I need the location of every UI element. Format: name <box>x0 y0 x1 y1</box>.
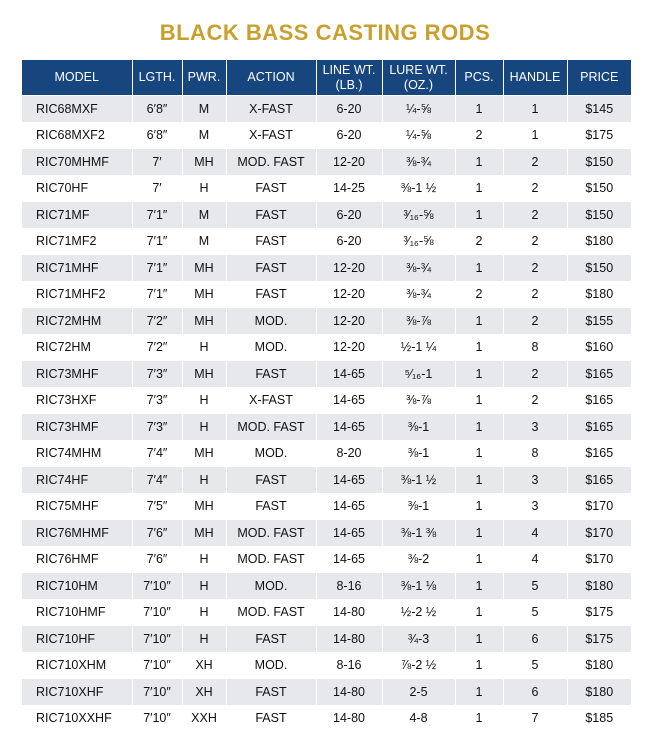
lure-weight-cell: ¾-3 <box>382 626 455 653</box>
model-cell: RIC68MXF <box>22 96 132 123</box>
handle-cell: 3 <box>503 467 567 494</box>
line-weight-cell: 14-65 <box>316 493 382 520</box>
length-cell: 7′3″ <box>132 387 182 414</box>
table-row <box>22 334 631 361</box>
lure-weight-cell: ⅜-1 ½ <box>382 175 455 202</box>
pieces-cell: 1 <box>455 361 503 388</box>
line-weight-cell: 14-65 <box>316 414 382 441</box>
power-cell: H <box>182 626 226 653</box>
line-weight-cell: 6-20 <box>316 96 382 123</box>
handle-cell: 1 <box>503 122 567 149</box>
pieces-cell: 1 <box>455 626 503 653</box>
line-weight-cell: 14-80 <box>316 679 382 706</box>
lure-weight-cell: ¼-⅝ <box>382 122 455 149</box>
price-cell: $150 <box>567 149 631 176</box>
model-cell: RIC74HF <box>22 467 132 494</box>
pieces-cell: 1 <box>455 599 503 626</box>
pieces-cell: 2 <box>455 228 503 255</box>
handle-cell: 6 <box>503 626 567 653</box>
handle-cell: 4 <box>503 520 567 547</box>
table-row <box>22 626 631 653</box>
table-body <box>22 96 631 732</box>
pieces-cell: 1 <box>455 546 503 573</box>
model-cell: RIC71MHF <box>22 255 132 282</box>
model-cell: RIC76MHMF <box>22 520 132 547</box>
action-cell: MOD. FAST <box>226 149 316 176</box>
action-cell: X-FAST <box>226 122 316 149</box>
model-cell: RIC76HMF <box>22 546 132 573</box>
model-cell: RIC71MF <box>22 202 132 229</box>
handle-cell: 7 <box>503 705 567 731</box>
lure-weight-cell: ½-2 ½ <box>382 599 455 626</box>
action-cell: MOD. FAST <box>226 520 316 547</box>
model-cell: RIC73HXF <box>22 387 132 414</box>
table-row <box>22 228 631 255</box>
line-weight-cell: 14-65 <box>316 361 382 388</box>
model-cell: RIC72HM <box>22 334 132 361</box>
lure-weight-cell: 4-8 <box>382 705 455 731</box>
table-row <box>22 573 631 600</box>
model-cell: RIC75MHF <box>22 493 132 520</box>
lure-weight-cell: ½-1 ¼ <box>382 334 455 361</box>
action-cell: MOD. FAST <box>226 414 316 441</box>
lure-weight-cell: ⅜-1 ⅜ <box>382 520 455 547</box>
length-cell: 7′10″ <box>132 599 182 626</box>
price-cell: $170 <box>567 546 631 573</box>
power-cell: H <box>182 599 226 626</box>
line-weight-cell: 8-16 <box>316 652 382 679</box>
line-weight-cell: 14-65 <box>316 387 382 414</box>
line-weight-cell: 6-20 <box>316 202 382 229</box>
lure-weight-cell: ⅜-1 ½ <box>382 467 455 494</box>
handle-cell: 2 <box>503 281 567 308</box>
table-row <box>22 175 631 202</box>
pieces-cell: 1 <box>455 679 503 706</box>
power-cell: M <box>182 96 226 123</box>
length-cell: 7′6″ <box>132 520 182 547</box>
handle-cell: 1 <box>503 96 567 123</box>
handle-cell: 2 <box>503 228 567 255</box>
handle-cell: 2 <box>503 387 567 414</box>
power-cell: MH <box>182 255 226 282</box>
price-cell: $150 <box>567 202 631 229</box>
price-cell: $165 <box>567 361 631 388</box>
table-row <box>22 308 631 335</box>
action-cell: MOD. <box>226 652 316 679</box>
power-cell: H <box>182 414 226 441</box>
length-cell: 7′1″ <box>132 202 182 229</box>
action-cell: MOD. <box>226 308 316 335</box>
action-cell: FAST <box>226 175 316 202</box>
price-cell: $175 <box>567 122 631 149</box>
pieces-cell: 1 <box>455 149 503 176</box>
price-cell: $180 <box>567 652 631 679</box>
line-weight-cell: 6-20 <box>316 228 382 255</box>
pieces-cell: 1 <box>455 573 503 600</box>
line-weight-cell: 12-20 <box>316 149 382 176</box>
handle-cell: 5 <box>503 599 567 626</box>
lure-weight-cell: ⅜-1 ⅛ <box>382 573 455 600</box>
action-cell: FAST <box>226 281 316 308</box>
lure-weight-cell: ⅜-1 <box>382 440 455 467</box>
header-model: MODEL <box>22 60 132 96</box>
pieces-cell: 1 <box>455 493 503 520</box>
power-cell: XH <box>182 652 226 679</box>
price-cell: $155 <box>567 308 631 335</box>
table-row <box>22 493 631 520</box>
handle-cell: 8 <box>503 334 567 361</box>
line-weight-cell: 12-20 <box>316 281 382 308</box>
action-cell: MOD. FAST <box>226 599 316 626</box>
price-cell: $180 <box>567 281 631 308</box>
power-cell: H <box>182 334 226 361</box>
table-row <box>22 652 631 679</box>
handle-cell: 2 <box>503 202 567 229</box>
length-cell: 7′10″ <box>132 652 182 679</box>
length-cell: 7′1″ <box>132 281 182 308</box>
line-weight-cell: 8-20 <box>316 440 382 467</box>
power-cell: MH <box>182 440 226 467</box>
power-cell: H <box>182 546 226 573</box>
action-cell: FAST <box>226 493 316 520</box>
price-cell: $170 <box>567 520 631 547</box>
lure-weight-cell: ⅞-2 ½ <box>382 652 455 679</box>
power-cell: XXH <box>182 705 226 731</box>
table-row <box>22 255 631 282</box>
pieces-cell: 1 <box>455 96 503 123</box>
power-cell: H <box>182 387 226 414</box>
lure-weight-cell: ⅜-¾ <box>382 255 455 282</box>
price-cell: $180 <box>567 679 631 706</box>
price-cell: $175 <box>567 599 631 626</box>
price-cell: $160 <box>567 334 631 361</box>
action-cell: MOD. <box>226 334 316 361</box>
lure-weight-cell: ⅜-⅞ <box>382 308 455 335</box>
table-header-row <box>22 60 631 96</box>
table-row <box>22 361 631 388</box>
handle-cell: 5 <box>503 573 567 600</box>
table-row <box>22 546 631 573</box>
lure-weight-cell: ³⁄₁₆-⅝ <box>382 228 455 255</box>
length-cell: 7′6″ <box>132 546 182 573</box>
model-cell: RIC72MHM <box>22 308 132 335</box>
action-cell: MOD. <box>226 573 316 600</box>
header-power: PWR. <box>182 60 226 96</box>
table-row <box>22 679 631 706</box>
power-cell: XH <box>182 679 226 706</box>
pieces-cell: 1 <box>455 652 503 679</box>
length-cell: 7′10″ <box>132 573 182 600</box>
price-cell: $150 <box>567 255 631 282</box>
model-cell: RIC71MHF2 <box>22 281 132 308</box>
pieces-cell: 1 <box>455 387 503 414</box>
header-length: LGTH. <box>132 60 182 96</box>
model-cell: RIC710XHF <box>22 679 132 706</box>
model-cell: RIC710XHM <box>22 652 132 679</box>
power-cell: MH <box>182 308 226 335</box>
power-cell: H <box>182 467 226 494</box>
pieces-cell: 1 <box>455 175 503 202</box>
lure-weight-cell: ⅜-⅞ <box>382 387 455 414</box>
line-weight-cell: 14-25 <box>316 175 382 202</box>
table-row <box>22 281 631 308</box>
header-action: ACTION <box>226 60 316 96</box>
power-cell: M <box>182 202 226 229</box>
table-row <box>22 599 631 626</box>
header-handle: HANDLE <box>503 60 567 96</box>
line-weight-cell: 6-20 <box>316 122 382 149</box>
pieces-cell: 1 <box>455 414 503 441</box>
model-cell: RIC74MHM <box>22 440 132 467</box>
lure-weight-cell: ⅜-2 <box>382 546 455 573</box>
price-cell: $165 <box>567 414 631 441</box>
line-weight-cell: 12-20 <box>316 308 382 335</box>
length-cell: 7′4″ <box>132 467 182 494</box>
length-cell: 7′3″ <box>132 361 182 388</box>
lure-weight-cell: ⅜-¾ <box>382 149 455 176</box>
power-cell: M <box>182 228 226 255</box>
lure-weight-cell: ⅜-¾ <box>382 281 455 308</box>
pieces-cell: 1 <box>455 520 503 547</box>
pieces-cell: 1 <box>455 334 503 361</box>
lure-weight-cell: ¼-⅝ <box>382 96 455 123</box>
pieces-cell: 1 <box>455 202 503 229</box>
length-cell: 7′1″ <box>132 255 182 282</box>
price-cell: $145 <box>567 96 631 123</box>
handle-cell: 2 <box>503 308 567 335</box>
table-row <box>22 96 631 123</box>
model-cell: RIC710HMF <box>22 599 132 626</box>
line-weight-cell: 12-20 <box>316 255 382 282</box>
model-cell: RIC70MHMF <box>22 149 132 176</box>
handle-cell: 2 <box>503 361 567 388</box>
header-price: PRICE <box>567 60 631 96</box>
handle-cell: 2 <box>503 255 567 282</box>
action-cell: FAST <box>226 361 316 388</box>
length-cell: 7′ <box>132 149 182 176</box>
pieces-cell: 1 <box>455 440 503 467</box>
handle-cell: 5 <box>503 652 567 679</box>
model-cell: RIC710XXHF <box>22 705 132 731</box>
line-weight-cell: 12-20 <box>316 334 382 361</box>
line-weight-cell: 8-16 <box>316 573 382 600</box>
length-cell: 7′2″ <box>132 308 182 335</box>
table-row <box>22 520 631 547</box>
line-weight-cell: 14-65 <box>316 467 382 494</box>
length-cell: 7′10″ <box>132 626 182 653</box>
line-weight-cell: 14-65 <box>316 546 382 573</box>
header-lure-weight: LURE WT. (OZ.) <box>382 60 455 96</box>
handle-cell: 2 <box>503 175 567 202</box>
power-cell: MH <box>182 281 226 308</box>
price-cell: $180 <box>567 573 631 600</box>
length-cell: 7′3″ <box>132 414 182 441</box>
length-cell: 7′1″ <box>132 228 182 255</box>
lure-weight-cell: ⁵⁄₁₆-1 <box>382 361 455 388</box>
page-title: BLACK BASS CASTING RODS <box>159 20 491 45</box>
power-cell: M <box>182 122 226 149</box>
power-cell: MH <box>182 493 226 520</box>
model-cell: RIC73HMF <box>22 414 132 441</box>
table-row <box>22 705 631 731</box>
header-pieces: PCS. <box>455 60 503 96</box>
action-cell: FAST <box>226 467 316 494</box>
action-cell: X-FAST <box>226 387 316 414</box>
action-cell: MOD. FAST <box>226 546 316 573</box>
model-cell: RIC710HF <box>22 626 132 653</box>
lure-weight-cell: ⅜-1 <box>382 493 455 520</box>
pieces-cell: 1 <box>455 705 503 731</box>
action-cell: MOD. <box>226 440 316 467</box>
handle-cell: 3 <box>503 414 567 441</box>
table-row <box>22 440 631 467</box>
header-line-weight: LINE WT. (LB.) <box>316 60 382 96</box>
price-cell: $180 <box>567 228 631 255</box>
length-cell: 7′10″ <box>132 705 182 731</box>
table-row <box>22 414 631 441</box>
model-cell: RIC73MHF <box>22 361 132 388</box>
handle-cell: 6 <box>503 679 567 706</box>
handle-cell: 3 <box>503 493 567 520</box>
handle-cell: 2 <box>503 149 567 176</box>
line-weight-cell: 14-80 <box>316 626 382 653</box>
power-cell: MH <box>182 149 226 176</box>
action-cell: FAST <box>226 202 316 229</box>
price-cell: $170 <box>567 493 631 520</box>
length-cell: 7′ <box>132 175 182 202</box>
pieces-cell: 1 <box>455 308 503 335</box>
action-cell: FAST <box>226 255 316 282</box>
action-cell: X-FAST <box>226 96 316 123</box>
handle-cell: 8 <box>503 440 567 467</box>
length-cell: 7′10″ <box>132 679 182 706</box>
table-row <box>22 122 631 149</box>
action-cell: FAST <box>226 705 316 731</box>
handle-cell: 4 <box>503 546 567 573</box>
model-cell: RIC710HM <box>22 573 132 600</box>
price-cell: $165 <box>567 440 631 467</box>
table-row <box>22 387 631 414</box>
table-row <box>22 467 631 494</box>
line-weight-cell: 14-80 <box>316 599 382 626</box>
price-cell: $185 <box>567 705 631 731</box>
price-cell: $165 <box>567 467 631 494</box>
lure-weight-cell: ³⁄₁₆-⅝ <box>382 202 455 229</box>
price-cell: $175 <box>567 626 631 653</box>
rod-spec-table <box>22 60 631 731</box>
length-cell: 7′5″ <box>132 493 182 520</box>
pieces-cell: 1 <box>455 467 503 494</box>
length-cell: 7′4″ <box>132 440 182 467</box>
action-cell: FAST <box>226 228 316 255</box>
lure-weight-cell: 2-5 <box>382 679 455 706</box>
price-cell: $150 <box>567 175 631 202</box>
price-cell: $165 <box>567 387 631 414</box>
pieces-cell: 1 <box>455 255 503 282</box>
table-row <box>22 202 631 229</box>
action-cell: FAST <box>226 626 316 653</box>
model-cell: RIC68MXF2 <box>22 122 132 149</box>
table-row <box>22 149 631 176</box>
model-cell: RIC70HF <box>22 175 132 202</box>
pieces-cell: 2 <box>455 281 503 308</box>
line-weight-cell: 14-65 <box>316 520 382 547</box>
action-cell: FAST <box>226 679 316 706</box>
pieces-cell: 2 <box>455 122 503 149</box>
line-weight-cell: 14-80 <box>316 705 382 731</box>
power-cell: H <box>182 175 226 202</box>
model-cell: RIC71MF2 <box>22 228 132 255</box>
power-cell: MH <box>182 361 226 388</box>
power-cell: H <box>182 573 226 600</box>
length-cell: 6′8″ <box>132 122 182 149</box>
lure-weight-cell: ⅜-1 <box>382 414 455 441</box>
length-cell: 6′8″ <box>132 96 182 123</box>
power-cell: MH <box>182 520 226 547</box>
length-cell: 7′2″ <box>132 334 182 361</box>
